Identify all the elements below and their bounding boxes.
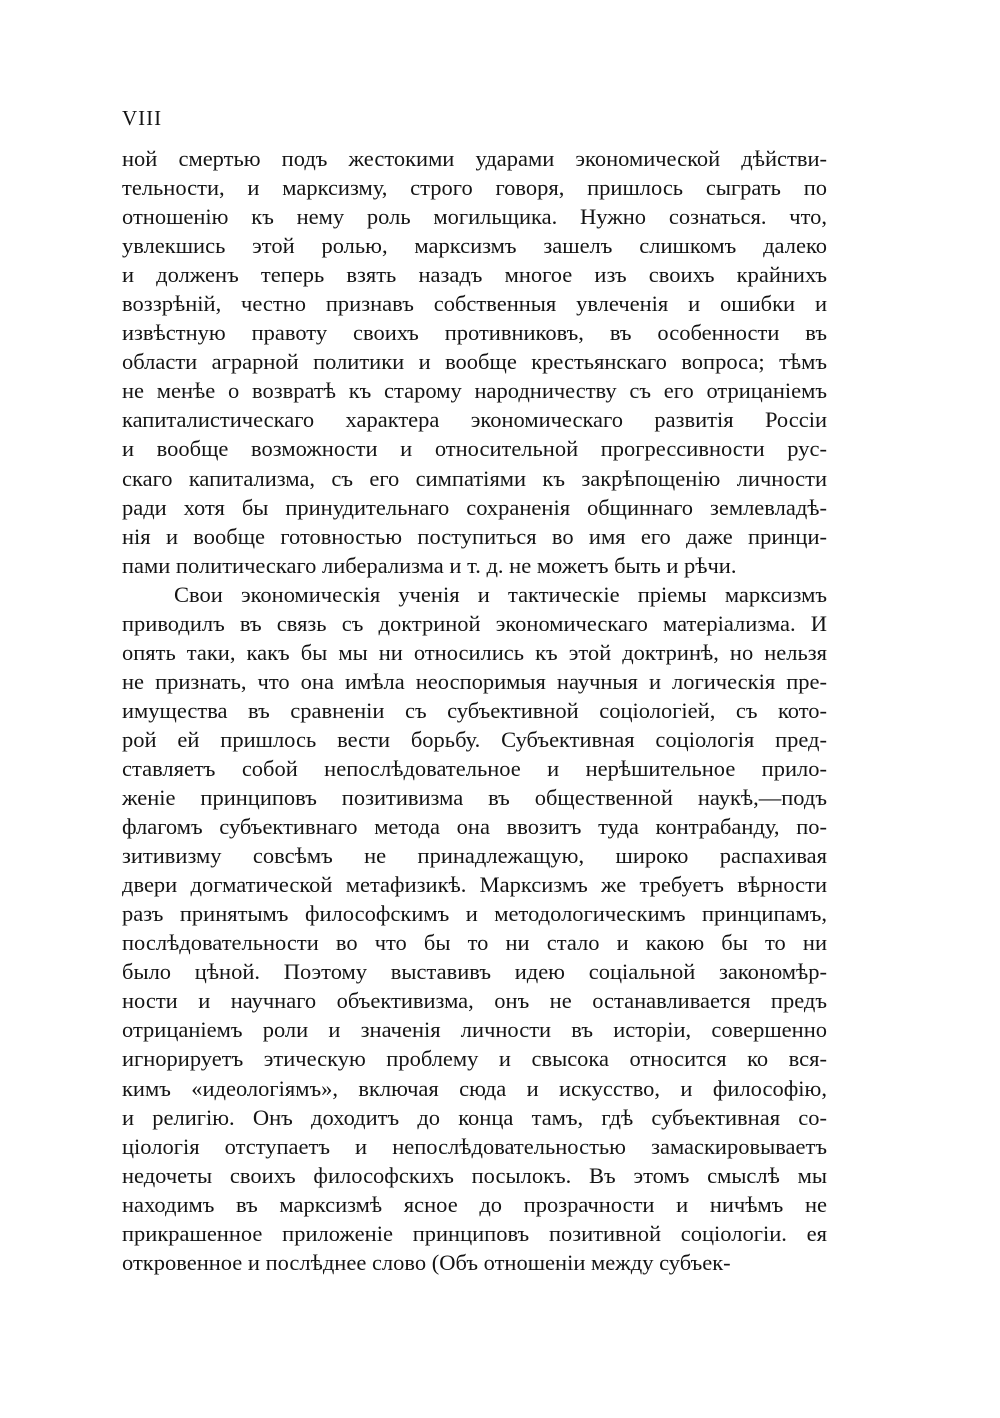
text-line: двери догматической метафизикѣ. Марксизмъ же требуетъ вѣрности (122, 872, 827, 898)
page-number: VIII (122, 106, 163, 130)
text-line: недочеты своихъ философскихъ посылокъ. Въ этомъ смыслѣ мы (122, 1162, 827, 1188)
text-line: приводилъ въ связь съ доктриной экономическаго матеріализма. И (122, 610, 827, 636)
text-line: капиталистическаго характера экономическаго развитія Россіи (122, 407, 827, 433)
body-text (122, 144, 827, 1277)
text-line: зитивизму совсѣмъ не принадлежащую, широко распахивая (122, 843, 827, 869)
text-line: увлекшись этой ролью, марксизмъ зашелъ слишкомъ далеко (122, 233, 827, 259)
text-line: тельности, и марксизму, строго говоря, пришлось сыграть по (122, 175, 827, 201)
text-line: Свои экономическія ученія и тактическіе пріемы марксизмъ (174, 581, 827, 607)
text-line: и долженъ теперь взять назадъ многое изъ своихъ крайнихъ (122, 262, 827, 288)
text-line: ной смертью подъ жестокими ударами экономической дѣйстви- (122, 146, 827, 171)
text-line: прикрашенное приложеніе принциповъ позитивной соціологіи. ея (122, 1220, 827, 1246)
text-line: ради хотя бы принудительнаго сохраненія общиннаго землевладѣ- (122, 494, 827, 520)
text-line: области аграрной политики и вообще крестьянскаго вопроса; тѣмъ (122, 349, 827, 375)
text-line: ности и научнаго объективизма, онъ не останавливается предъ (122, 988, 827, 1014)
text-line: рой ей пришлось вести борьбу. Субъективная соціологія пред- (122, 726, 827, 752)
text-line: имущества въ сравненіи съ субъективной соціологіей, съ кото- (122, 697, 827, 723)
text-line: и вообще возможности и относительной прогрессивности рус- (122, 436, 827, 462)
text-line: послѣдовательности во что бы то ни стало и какою бы то ни (122, 930, 827, 956)
text-line: ціологія отступаетъ и непослѣдовательностью замаскировываетъ (122, 1133, 827, 1159)
text-line: пами политическаго либерализма и т. д. не можетъ быть и рѣчи. (122, 552, 737, 578)
text-line: опять таки, какъ бы мы ни относились къ этой доктринѣ, но нельзя (122, 639, 827, 665)
text-line: извѣстную правоту своихъ противниковъ, въ особенности въ (122, 320, 827, 346)
text-line: не менѣе о возвратѣ къ старому народничеству съ его отрицаніемъ (122, 378, 827, 404)
text-line: не признать, что она имѣла неоспоримыя научныя и логическія пре- (122, 668, 827, 694)
text-line: скаго капитализма, съ его симпатіями къ закрѣпощенію личности (122, 465, 827, 491)
text-line: отрицаніемъ роли и значенія личности въ исторіи, совершенно (122, 1017, 827, 1043)
text-line: ставляетъ собой непослѣдовательное и нерѣшительное прило- (122, 755, 827, 781)
text-line: нія и вообще готовностью поступиться во имя его даже принци- (122, 523, 827, 549)
text-line: кимъ «идеологіямъ», включая сюда и искусство, и философію, (122, 1075, 827, 1101)
text-line: женіе принциповъ позитивизма въ общественной наукѣ,—подъ (122, 785, 827, 811)
text-line: флагомъ субъективнаго метода она ввозитъ туда контрабанду, по- (122, 814, 827, 840)
text-line: отношенію къ нему роль могильщика. Нужно сознаться. что, (122, 204, 827, 230)
text-line: было цѣной. Поэтому выставивъ идею соціальной закономѣр- (122, 959, 827, 985)
text-line: и религію. Онъ доходитъ до конца тамъ, гдѣ субъективная со- (122, 1104, 827, 1130)
text-line: воззрѣній, честно признавъ собственныя увлеченія и ошибки и (122, 291, 827, 317)
text-line: откровенное и послѣднее слово (Объ отношеніи между субъек- (122, 1249, 731, 1275)
text-line: игнорируетъ этическую проблему и свысока относится ко вся- (122, 1046, 827, 1072)
text-line: разъ принятымъ философскимъ и методологическимъ принципамъ, (122, 901, 827, 927)
text-line: находимъ въ марксизмѣ ясное до прозрачности и ничѣмъ не (122, 1191, 827, 1217)
